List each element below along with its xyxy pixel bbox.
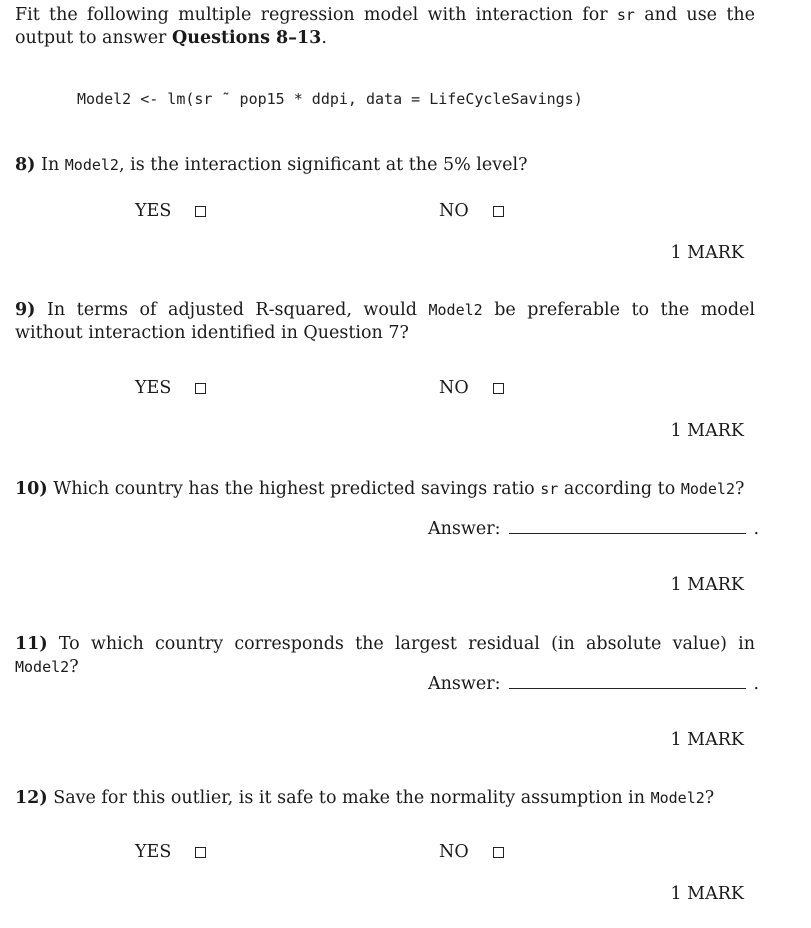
q10-text-before: Which country has the highest predicted savings ratio xyxy=(47,479,541,499)
q11-answer-label: Answer: xyxy=(428,674,501,694)
intro-var: sr xyxy=(616,6,635,24)
q9-mark: 1 MARK xyxy=(670,421,744,441)
q12-text-before: Save for this outlier, is it safe to make the normality assumption in xyxy=(47,788,651,808)
question-9 xyxy=(15,299,755,345)
question-8 xyxy=(15,154,755,177)
q11-answer-field[interactable] xyxy=(509,673,746,689)
q12-yes-label: YES xyxy=(135,842,172,862)
q11-answer-end: . xyxy=(753,674,760,694)
q12-no-checkbox[interactable] xyxy=(493,847,504,858)
q10-code-sr: sr xyxy=(540,480,559,498)
q10-number: 10) xyxy=(15,479,48,499)
q11-text-after: ? xyxy=(69,657,79,677)
q9-code: Model2 xyxy=(428,301,483,319)
q10-code-model: Model2 xyxy=(680,480,735,498)
intro-paragraph xyxy=(15,4,755,50)
q8-no-checkbox[interactable] xyxy=(493,206,504,217)
model-code: Model2 <- lm(sr ˜ pop15 * ddpi, data = LifeCycleSavings) xyxy=(77,90,583,108)
question-10 xyxy=(15,478,755,501)
q10-text-middle: according to xyxy=(558,479,681,499)
q9-text-before: In terms of adjusted R-squared, would xyxy=(35,300,429,320)
q9-yes-option[interactable] xyxy=(135,378,206,398)
q8-code: Model2 xyxy=(64,156,119,174)
q8-no-label: NO xyxy=(439,201,469,221)
q8-text-before: In xyxy=(35,155,65,175)
q8-yes-option[interactable] xyxy=(135,201,206,221)
q8-text-after: , is the interaction significant at the 5% level? xyxy=(118,155,528,175)
q10-answer-field[interactable] xyxy=(509,518,746,534)
q11-answer-row xyxy=(428,673,759,694)
intro-text-before: Fit the following multiple regression model with interaction for xyxy=(15,5,617,25)
q12-no-label: NO xyxy=(439,842,469,862)
intro-text-after: . xyxy=(321,28,327,48)
q10-answer-row xyxy=(428,518,759,539)
q11-code: Model2 xyxy=(15,658,70,676)
q8-no-option[interactable] xyxy=(439,201,504,221)
q12-mark: 1 MARK xyxy=(670,884,744,904)
q10-answer-label: Answer: xyxy=(428,519,501,539)
q8-number: 8) xyxy=(15,155,36,175)
q11-text-before: To which country corresponds the largest residual (in absolute value) in xyxy=(47,634,755,654)
q9-no-option[interactable] xyxy=(439,378,504,398)
q9-yes-checkbox[interactable] xyxy=(195,383,206,394)
q12-number: 12) xyxy=(15,788,48,808)
q9-yes-label: YES xyxy=(135,378,172,398)
q12-yes-checkbox[interactable] xyxy=(195,847,206,858)
q12-code: Model2 xyxy=(650,789,705,807)
q10-text-after: ? xyxy=(735,479,745,499)
q12-no-option[interactable] xyxy=(439,842,504,862)
q9-text-after: be preferable to the model without interaction identified in Question 7? xyxy=(15,300,755,343)
q10-mark: 1 MARK xyxy=(670,575,744,595)
q12-text-after: ? xyxy=(704,788,715,808)
q11-mark: 1 MARK xyxy=(670,730,744,750)
q8-yes-label: YES xyxy=(135,201,172,221)
question-12 xyxy=(15,787,755,810)
q9-number: 9) xyxy=(15,300,36,320)
q10-answer-end: . xyxy=(753,519,760,539)
q8-mark: 1 MARK xyxy=(670,243,744,263)
q9-no-label: NO xyxy=(439,378,469,398)
q8-yes-checkbox[interactable] xyxy=(195,206,206,217)
intro-text-middle: and use the output to answer xyxy=(15,5,755,48)
intro-bold: Questions 8–13 xyxy=(172,28,322,48)
q11-number: 11) xyxy=(15,634,48,654)
q9-no-checkbox[interactable] xyxy=(493,383,504,394)
q12-yes-option[interactable] xyxy=(135,842,206,862)
